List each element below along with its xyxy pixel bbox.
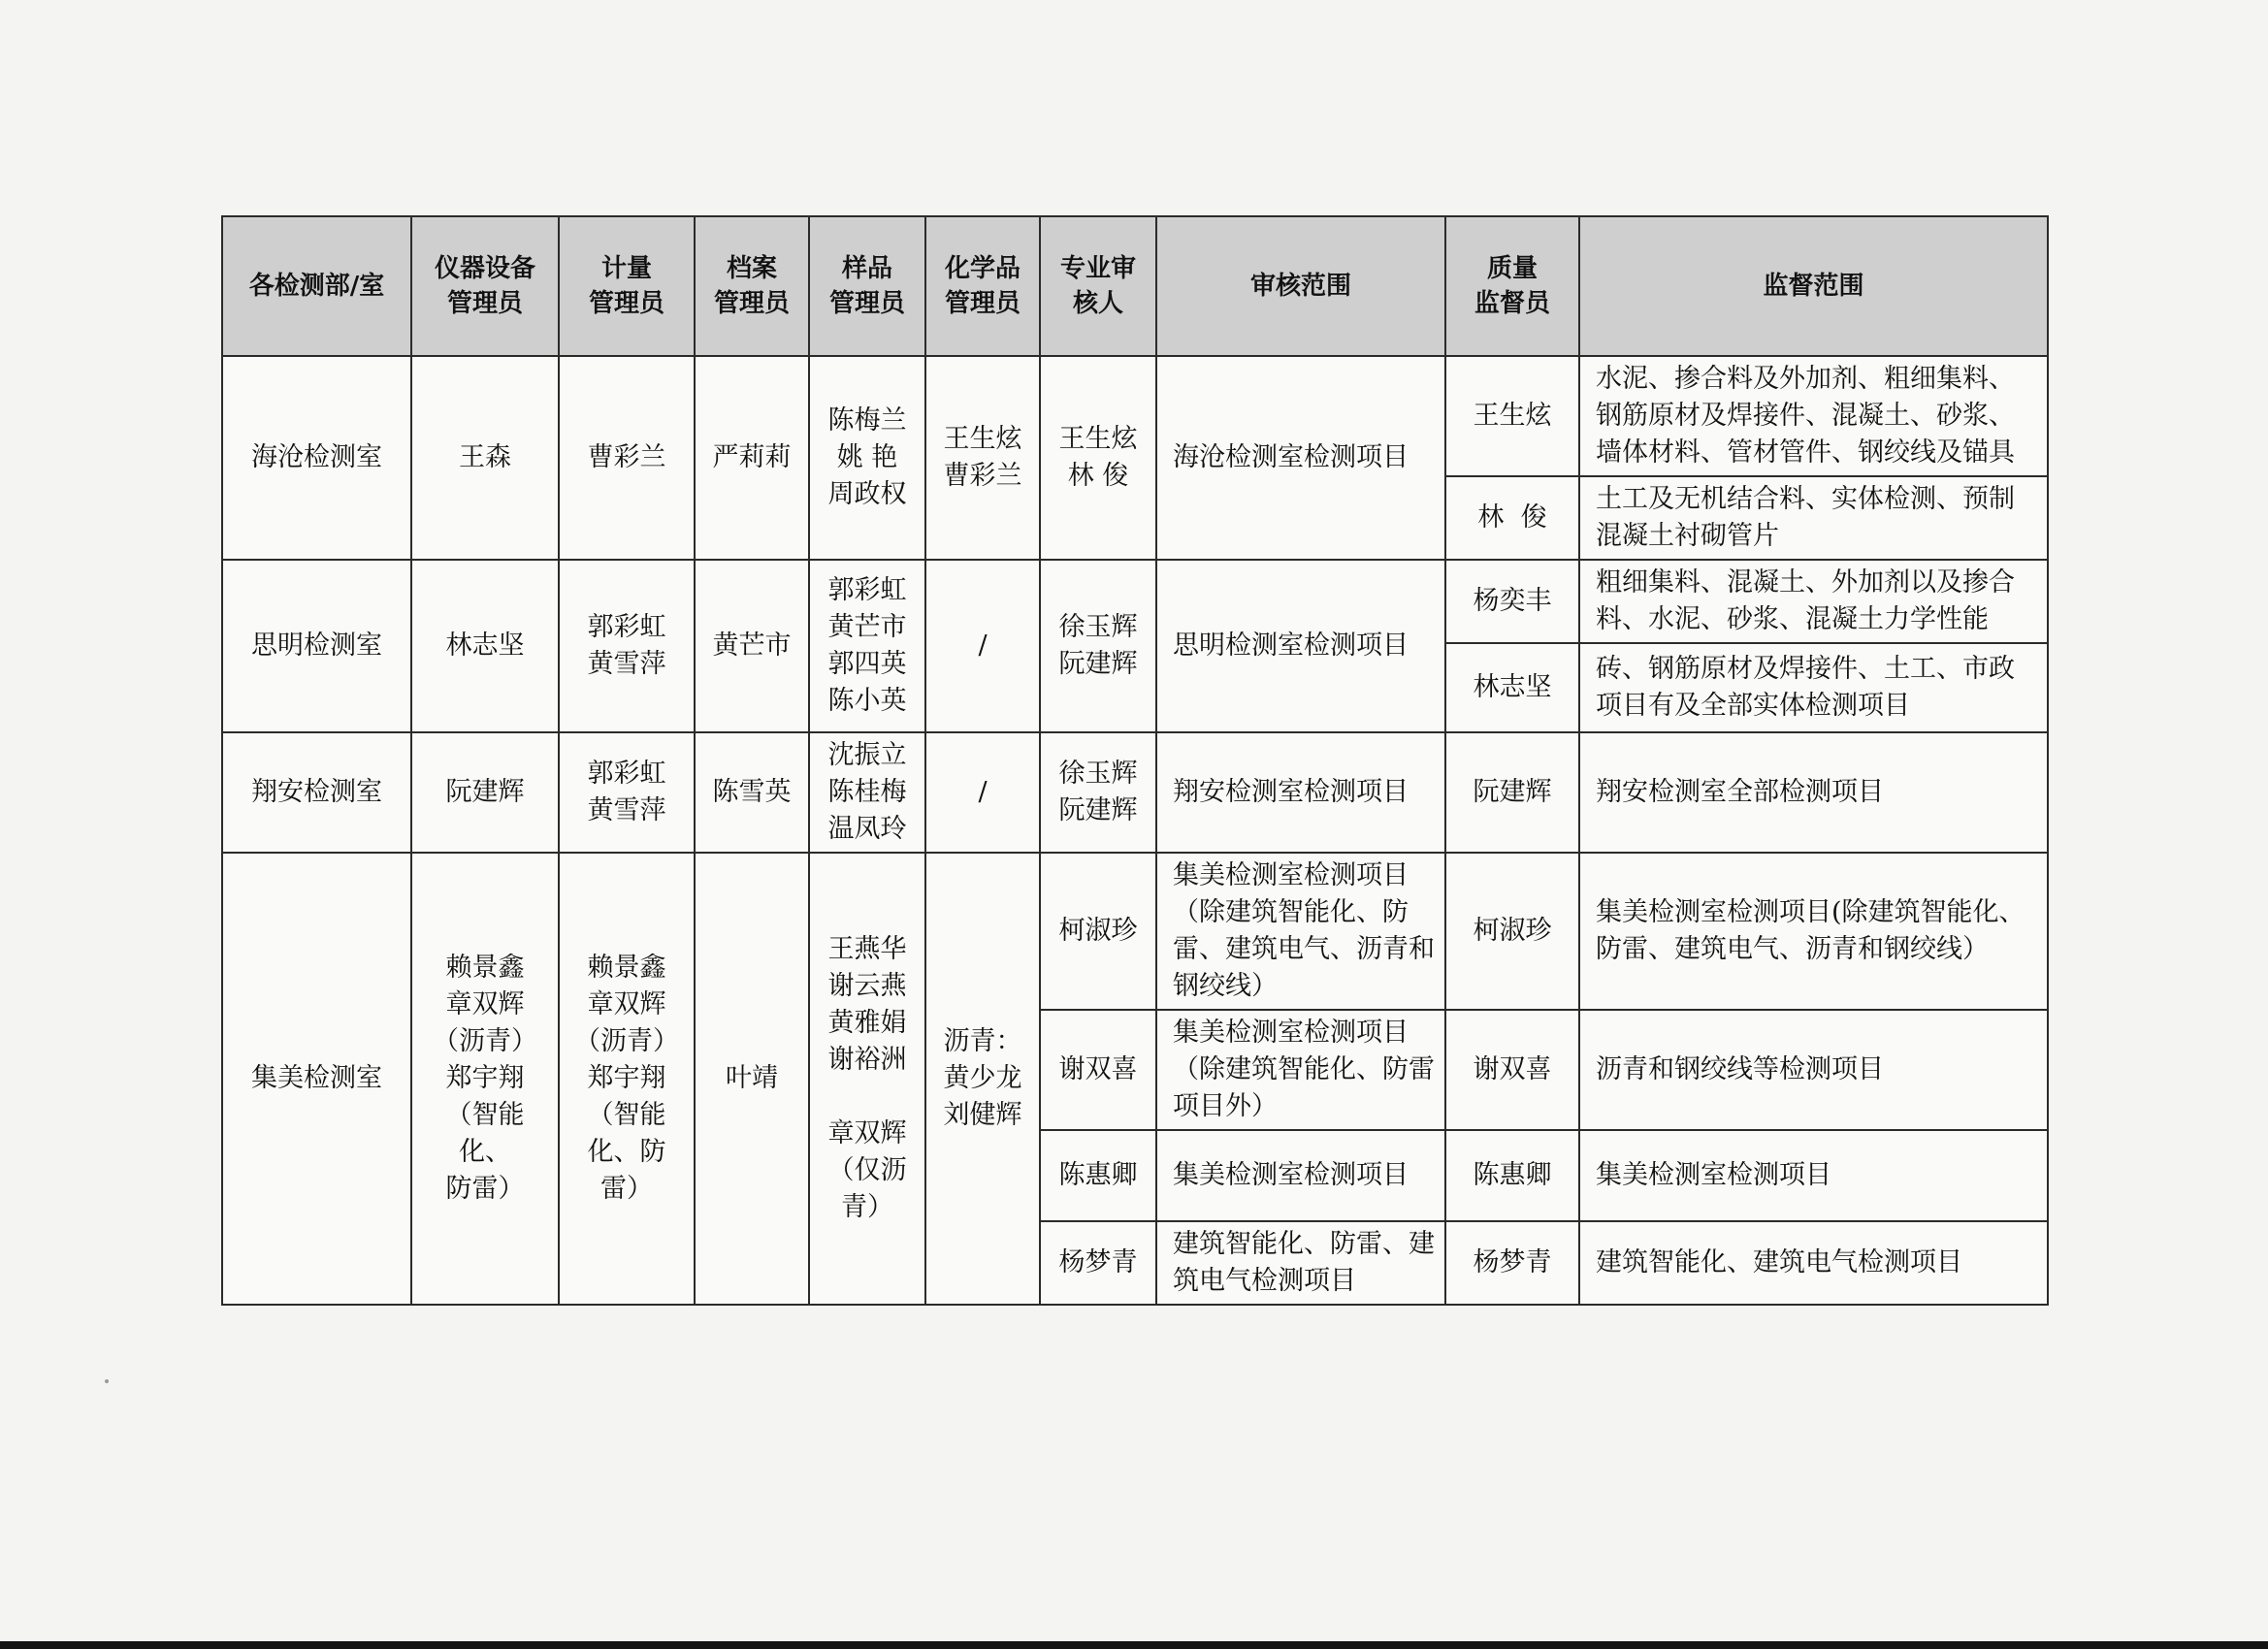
supervisor-cell: 林 俊 xyxy=(1445,476,1579,560)
dept-cell: 集美检测室 xyxy=(222,853,411,1305)
reviewer-cell: 杨梦青 xyxy=(1040,1221,1156,1305)
header-supervisor: 质量 监督员 xyxy=(1445,216,1579,356)
equipment-cell: 赖景鑫 章双辉 （沥青） 郑宇翔 （智能化、 防雷） xyxy=(411,853,559,1305)
review-scope-cell: 集美检测室检测项目 xyxy=(1156,1130,1445,1221)
staff-roster-table xyxy=(221,215,2049,1306)
scan-speck xyxy=(105,1379,109,1383)
archive-cell: 黄芒市 xyxy=(695,560,809,732)
header-chemical-manager: 化学品 管理员 xyxy=(925,216,1040,356)
archive-cell: 陈雪英 xyxy=(695,732,809,853)
supervision-scope-cell: 土工及无机结合料、实体检测、预制混凝土衬砌管片 xyxy=(1579,476,2048,560)
review-scope-cell: 集美检测室检测项目（除建筑智能化、防雷、建筑电气、沥青和钢绞线） xyxy=(1156,853,1445,1010)
supervisor-cell: 阮建辉 xyxy=(1445,732,1579,853)
metrology-cell: 曹彩兰 xyxy=(559,356,695,560)
sample-cell: 郭彩虹 黄芒市 郭四英 陈小英 xyxy=(809,560,925,732)
equipment-cell: 王森 xyxy=(411,356,559,560)
chemical-cell: / xyxy=(925,732,1040,853)
header-sample-manager: 样品 管理员 xyxy=(809,216,925,356)
supervisor-cell: 王生炫 xyxy=(1445,356,1579,476)
table-row xyxy=(222,853,2048,1010)
header-archive-manager: 档案 管理员 xyxy=(695,216,809,356)
supervision-scope-cell: 集美检测室检测项目(除建筑智能化、防雷、建筑电气、沥青和钢绞线） xyxy=(1579,853,2048,1010)
header-review-scope: 审核范围 xyxy=(1156,216,1445,356)
scan-bottom-edge xyxy=(0,1641,2268,1649)
review-scope-cell: 翔安检测室检测项目 xyxy=(1156,732,1445,853)
dept-cell: 海沧检测室 xyxy=(222,356,411,560)
chemical-cell: / xyxy=(925,560,1040,732)
archive-cell: 严莉莉 xyxy=(695,356,809,560)
supervisor-cell: 杨梦青 xyxy=(1445,1221,1579,1305)
supervision-scope-cell: 建筑智能化、建筑电气检测项目 xyxy=(1579,1221,2048,1305)
review-scope-cell: 海沧检测室检测项目 xyxy=(1156,356,1445,560)
supervision-scope-cell: 集美检测室检测项目 xyxy=(1579,1130,2048,1221)
metrology-cell: 郭彩虹 黄雪萍 xyxy=(559,732,695,853)
supervision-scope-cell: 砖、钢筋原材及焊接件、土工、市政项目有及全部实体检测项目 xyxy=(1579,643,2048,732)
table-row xyxy=(222,356,2048,476)
sample-cell: 沈振立 陈桂梅 温凤玲 xyxy=(809,732,925,853)
supervisor-cell: 谢双喜 xyxy=(1445,1010,1579,1130)
header-department: 各检测部/室 xyxy=(222,216,411,356)
equipment-cell: 林志坚 xyxy=(411,560,559,732)
reviewer-cell: 柯淑珍 xyxy=(1040,853,1156,1010)
review-scope-cell: 建筑智能化、防雷、建筑电气检测项目 xyxy=(1156,1221,1445,1305)
header-supervision-scope: 监督范围 xyxy=(1579,216,2048,356)
review-scope-cell: 思明检测室检测项目 xyxy=(1156,560,1445,732)
table-row xyxy=(222,732,2048,853)
reviewer-cell: 徐玉辉 阮建辉 xyxy=(1040,732,1156,853)
supervisor-cell: 林志坚 xyxy=(1445,643,1579,732)
supervisor-cell: 陈惠卿 xyxy=(1445,1130,1579,1221)
reviewer-cell: 徐玉辉 阮建辉 xyxy=(1040,560,1156,732)
reviewer-cell: 陈惠卿 xyxy=(1040,1130,1156,1221)
header-row xyxy=(222,216,2048,356)
equipment-cell: 阮建辉 xyxy=(411,732,559,853)
review-scope-cell: 集美检测室检测项目（除建筑智能化、防雷项目外） xyxy=(1156,1010,1445,1130)
reviewer-cell: 王生炫 林 俊 xyxy=(1040,356,1156,560)
supervisor-cell: 杨奕丰 xyxy=(1445,560,1579,643)
metrology-cell: 郭彩虹 黄雪萍 xyxy=(559,560,695,732)
supervision-scope-cell: 粗细集料、混凝土、外加剂以及掺合料、水泥、砂浆、混凝土力学性能 xyxy=(1579,560,2048,643)
header-reviewer: 专业审 核人 xyxy=(1040,216,1156,356)
sample-cell: 王燕华 谢云燕 黄雅娟 谢裕洲 章双辉 （仅沥 青） xyxy=(809,853,925,1305)
supervision-scope-cell: 翔安检测室全部检测项目 xyxy=(1579,732,2048,853)
header-equipment-manager: 仪器设备 管理员 xyxy=(411,216,559,356)
dept-cell: 思明检测室 xyxy=(222,560,411,732)
supervision-scope-cell: 水泥、掺合料及外加剂、粗细集料、钢筋原材及焊接件、混凝土、砂浆、墙体材料、管材管件、钢绞线及锚具 xyxy=(1579,356,2048,476)
chemical-cell: 沥青： 黄少龙 刘健辉 xyxy=(925,853,1040,1305)
header-metrology-manager: 计量 管理员 xyxy=(559,216,695,356)
reviewer-cell: 谢双喜 xyxy=(1040,1010,1156,1130)
chemical-cell: 王生炫 曹彩兰 xyxy=(925,356,1040,560)
archive-cell: 叶靖 xyxy=(695,853,809,1305)
supervision-scope-cell: 沥青和钢绞线等检测项目 xyxy=(1579,1010,2048,1130)
dept-cell: 翔安检测室 xyxy=(222,732,411,853)
sample-cell: 陈梅兰 姚 艳 周政权 xyxy=(809,356,925,560)
table-row xyxy=(222,560,2048,643)
metrology-cell: 赖景鑫 章双辉 （沥青） 郑宇翔 （智能 化、防 雷） xyxy=(559,853,695,1305)
supervisor-cell: 柯淑珍 xyxy=(1445,853,1579,1010)
